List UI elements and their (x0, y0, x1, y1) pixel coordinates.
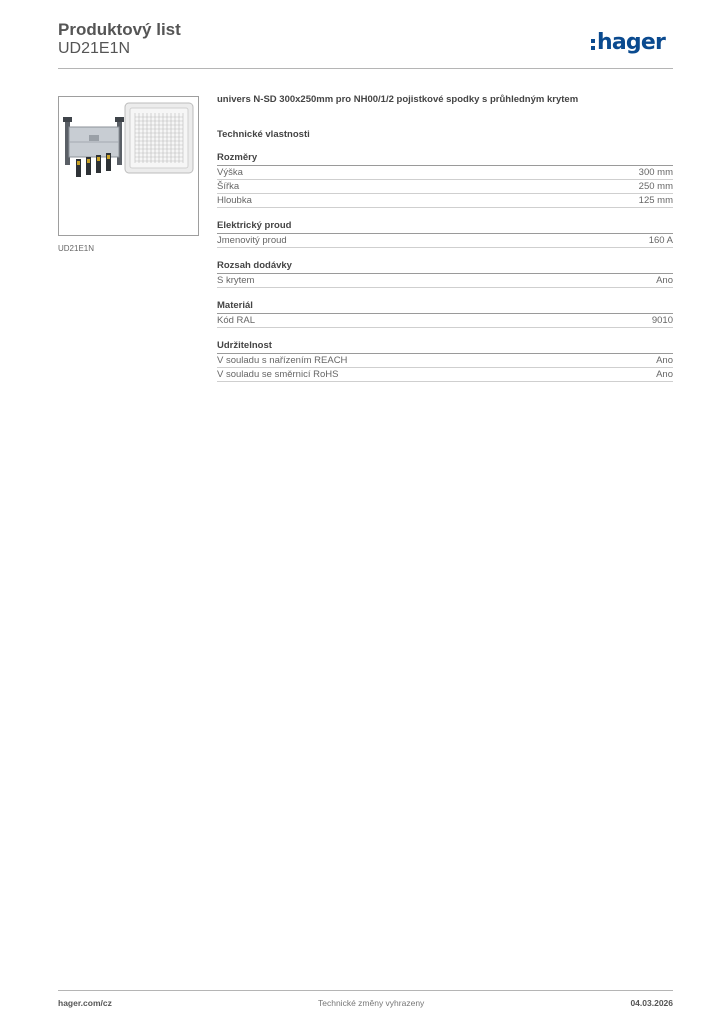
footer-notice: Technické změny vyhrazeny (318, 998, 425, 1008)
spec-row (217, 194, 673, 208)
tech-properties-heading: Technické vlastnosti (217, 129, 310, 140)
spec-row (217, 234, 673, 248)
spec-value: Ano (656, 355, 673, 366)
spec-group-title: Materiál (217, 299, 673, 314)
spec-group-title: Elektrický proud (217, 219, 673, 234)
footer-divider (58, 990, 673, 991)
logo-text: hager (597, 30, 666, 55)
spec-label: V souladu se směrnicí RoHS (217, 369, 339, 380)
spec-value: Ano (656, 275, 673, 286)
product-description: univers N-SD 300x250mm pro NH00/1/2 pojistkové spodky s průhledným krytem (217, 94, 579, 105)
spec-group-scope (217, 259, 673, 288)
product-image (58, 96, 199, 236)
spec-label: Šířka (217, 181, 240, 192)
spec-row (217, 368, 673, 382)
spec-group-title: Rozměry (217, 151, 673, 166)
spec-row (217, 166, 673, 180)
spec-group-current (217, 219, 673, 248)
spec-label: V souladu s nařízením REACH (217, 355, 348, 366)
spec-value: 160 A (648, 235, 673, 246)
page-title: Produktový list (58, 20, 181, 39)
spec-group-title: Rozsah dodávky (217, 259, 673, 274)
footer-website: hager.com/cz (58, 998, 112, 1008)
logo-dots-icon (591, 39, 595, 50)
spec-group-dimensions (217, 151, 673, 208)
spec-row (217, 274, 673, 288)
spec-value: 300 mm (638, 167, 673, 178)
spec-label: Výška (217, 167, 243, 178)
spec-label: Kód RAL (217, 315, 256, 326)
spec-group-title: Udržitelnost (217, 339, 673, 354)
spec-label: S krytem (217, 275, 255, 286)
product-enclosure-icon (59, 97, 198, 235)
hager-logo (591, 28, 673, 58)
spec-value: 125 mm (638, 195, 673, 206)
product-code: UD21E1N (58, 40, 131, 57)
spec-value: 250 mm (638, 181, 673, 192)
footer-date: 04.03.2026 (630, 998, 673, 1008)
image-caption: UD21E1N (58, 244, 95, 253)
spec-value: Ano (656, 369, 673, 380)
header-divider (58, 68, 673, 69)
spec-label: Jmenovitý proud (217, 235, 287, 246)
spec-group-sustainability (217, 339, 673, 382)
spec-content (217, 93, 673, 393)
spec-row (217, 314, 673, 328)
spec-value: 9010 (651, 315, 673, 326)
spec-row (217, 180, 673, 194)
spec-label: Hloubka (217, 195, 252, 206)
spec-group-material (217, 299, 673, 328)
spec-row (217, 354, 673, 368)
